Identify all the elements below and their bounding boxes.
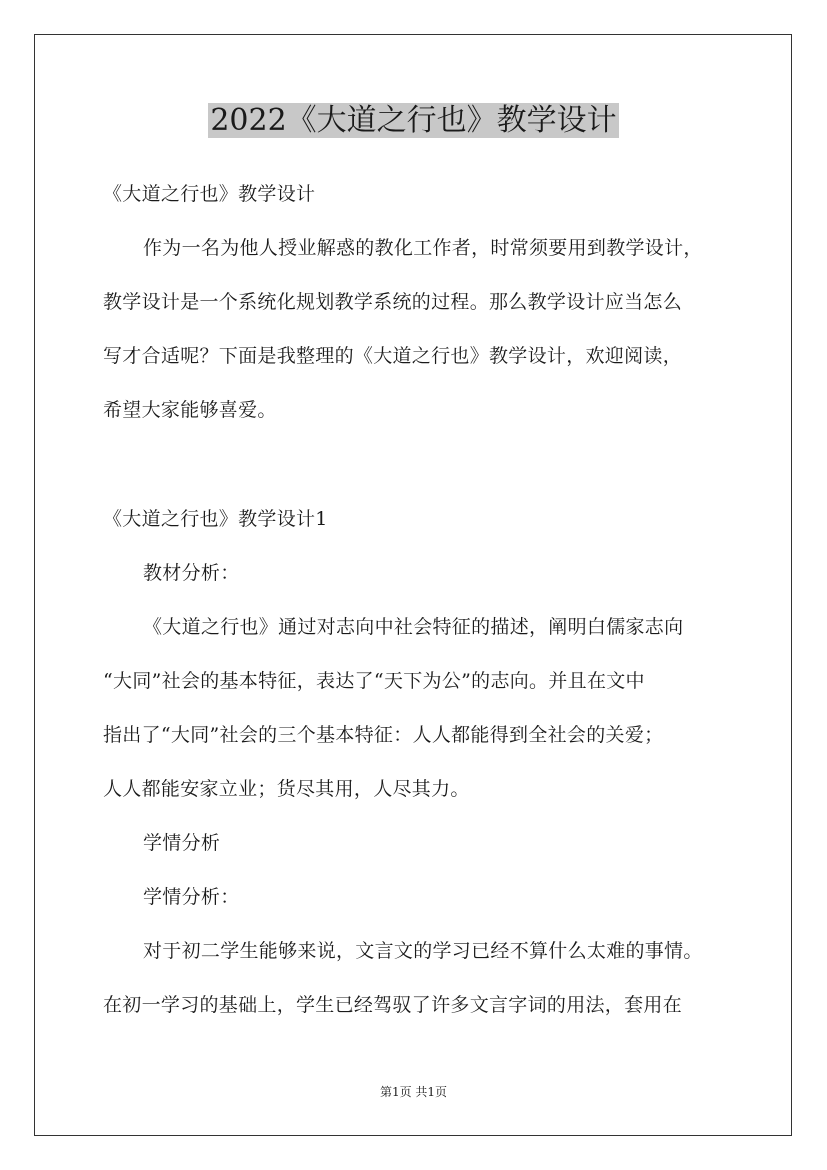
learning-analysis-label: 学情分析： (143, 886, 240, 908)
page-number-footer: 第1页 共1页 (379, 1085, 448, 1099)
material-line: “大同”社会的基本特征，表达了“天下为公”的志向。并且在文中 (103, 670, 645, 692)
document-subtitle: 《大道之行也》教学设计 (103, 183, 316, 205)
material-line: 人人都能安家立业；货尽其用，人尽其力。 (103, 778, 470, 800)
material-line: 《大道之行也》通过对志向中社会特征的描述，阐明白儒家志向 (143, 616, 684, 638)
document-title: 2022《大道之行也》教学设计 (210, 103, 617, 138)
learning-line: 在初一学习的基础上，学生已经驾驭了许多文言字词的用法，套用在 (103, 994, 683, 1016)
material-analysis-label: 教材分析： (143, 562, 240, 584)
section-heading: 《大道之行也》教学设计1 (103, 508, 328, 530)
learning-line: 对于初二学生能够来说，文言文的学习已经不算什么太难的事情。 (143, 940, 703, 962)
learning-analysis-heading: 学情分析 (143, 832, 221, 854)
intro-line: 写才合适呢？下面是我整理的《大道之行也》教学设计，欢迎阅读， (103, 345, 683, 367)
intro-line: 希望大家能够喜爱。 (103, 399, 277, 421)
intro-line: 教学设计是一个系统化规划教学系统的过程。那么教学设计应当怎么 (103, 291, 683, 313)
material-line: 指出了“大同”社会的三个基本特征：人人都能得到全社会的关爱； (103, 724, 664, 746)
intro-line: 作为一名为他人授业解惑的教化工作者，时常须要用到教学设计， (143, 237, 703, 259)
